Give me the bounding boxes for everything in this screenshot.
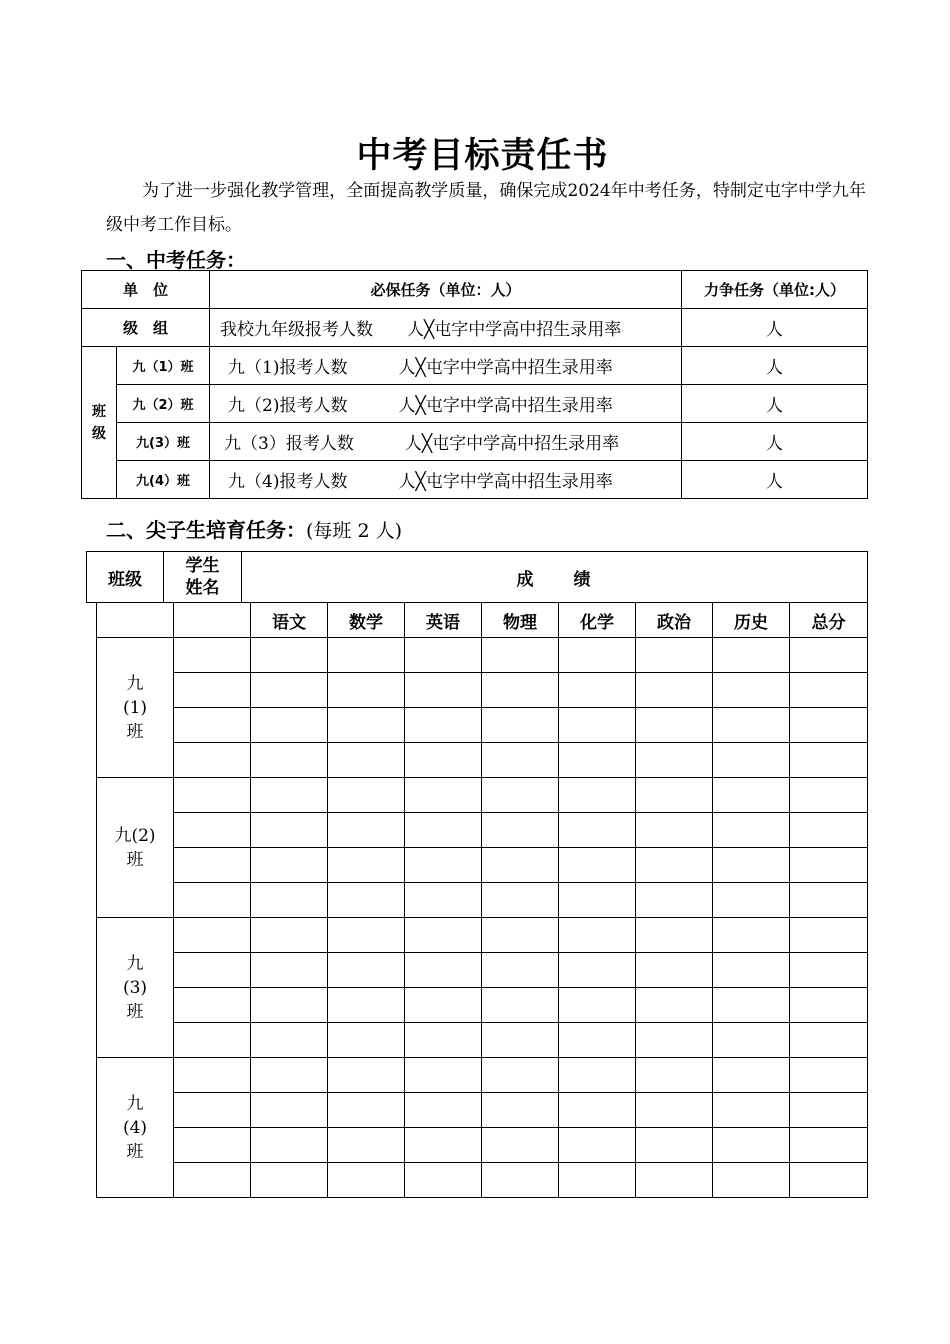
class-task: 九（3）报考人数 人╳屯字中学高中招生录用率	[210, 423, 682, 461]
score-cell[interactable]	[790, 638, 868, 673]
score-cell[interactable]	[713, 778, 790, 813]
score-cell[interactable]	[405, 1128, 482, 1163]
score-cell[interactable]	[328, 1093, 405, 1128]
score-cell[interactable]	[713, 918, 790, 953]
score-cell[interactable]	[251, 708, 328, 743]
score-cell[interactable]	[328, 1163, 405, 1198]
grade-label: 级 组	[82, 309, 210, 347]
student-name-cell[interactable]	[174, 1093, 251, 1128]
table-row	[97, 813, 868, 848]
class-group-line: 班	[126, 1141, 144, 1162]
table-row	[97, 638, 868, 673]
score-cell[interactable]	[482, 988, 559, 1023]
score-cell[interactable]	[636, 708, 713, 743]
score-cell[interactable]	[559, 1058, 636, 1093]
score-cell[interactable]	[482, 953, 559, 988]
score-cell[interactable]	[405, 1058, 482, 1093]
score-cell[interactable]	[405, 778, 482, 813]
score-cell[interactable]	[482, 1058, 559, 1093]
table-row	[97, 743, 868, 778]
score-cell[interactable]	[790, 1163, 868, 1198]
score-cell[interactable]	[790, 813, 868, 848]
score-cell[interactable]	[713, 1093, 790, 1128]
score-cell[interactable]	[636, 953, 713, 988]
score-cell[interactable]	[251, 1163, 328, 1198]
score-cell[interactable]	[328, 743, 405, 778]
score-cell[interactable]	[251, 988, 328, 1023]
class-label: 九(4）班	[117, 461, 210, 499]
table-row	[97, 988, 868, 1023]
score-cell[interactable]	[482, 778, 559, 813]
score-cell[interactable]	[251, 953, 328, 988]
score-cell[interactable]	[636, 883, 713, 918]
score-cell[interactable]	[482, 1023, 559, 1058]
score-cell[interactable]	[482, 848, 559, 883]
score-cell[interactable]	[559, 1023, 636, 1058]
score-cell[interactable]	[405, 743, 482, 778]
score-cell[interactable]	[405, 918, 482, 953]
top-student-table	[96, 602, 868, 1198]
score-cell[interactable]	[559, 1163, 636, 1198]
score-cell[interactable]	[790, 1093, 868, 1128]
score-cell[interactable]	[559, 1128, 636, 1163]
section2-heading-text: 二、尖子生培育任务：	[106, 518, 306, 542]
class-group-cell	[97, 778, 174, 918]
class-group-line: (4)	[122, 1117, 148, 1138]
empty-cell	[97, 603, 174, 638]
score-cell[interactable]	[559, 743, 636, 778]
score-cell[interactable]	[251, 1128, 328, 1163]
score-cell[interactable]	[790, 1023, 868, 1058]
score-cell[interactable]	[405, 848, 482, 883]
section1-heading: 一、中考任务：	[106, 248, 246, 272]
must-task-header: 必保任务（单位：人）	[210, 271, 682, 309]
subject-header: 语文	[251, 603, 328, 638]
score-cell[interactable]	[482, 918, 559, 953]
student-name-cell[interactable]	[174, 1058, 251, 1093]
score-cell[interactable]	[713, 883, 790, 918]
class-group-line: 九	[126, 953, 144, 974]
score-cell[interactable]	[328, 778, 405, 813]
score-cell[interactable]	[251, 778, 328, 813]
subject-header: 总分	[790, 603, 868, 638]
score-cell[interactable]	[790, 953, 868, 988]
intro-paragraph: 为了进一步强化教学管理，全面提高教学质量，确保完成2024年中考任务，特制定屯字中学九年级中考工作目标。	[106, 181, 866, 235]
score-cell[interactable]	[559, 848, 636, 883]
student-name-cell[interactable]	[174, 743, 251, 778]
student-name-header	[164, 552, 242, 603]
score-cell[interactable]	[405, 1023, 482, 1058]
class-group-text: 班级	[92, 403, 106, 442]
score-cell[interactable]	[251, 743, 328, 778]
student-name-cell[interactable]	[174, 1023, 251, 1058]
table-row	[97, 848, 868, 883]
table-row	[97, 708, 868, 743]
grade-row	[82, 309, 868, 347]
score-cell[interactable]	[559, 918, 636, 953]
score-cell[interactable]	[636, 918, 713, 953]
score-cell[interactable]	[251, 673, 328, 708]
score-cell[interactable]	[559, 673, 636, 708]
class-group-label	[82, 347, 117, 499]
score-cell[interactable]	[790, 918, 868, 953]
score-cell[interactable]	[636, 848, 713, 883]
score-cell[interactable]	[790, 1128, 868, 1163]
score-cell[interactable]	[251, 1058, 328, 1093]
table-row	[97, 1023, 868, 1058]
score-cell[interactable]	[790, 708, 868, 743]
score-cell[interactable]	[482, 673, 559, 708]
student-name-line2: 姓名	[185, 578, 220, 598]
score-cell[interactable]	[790, 1058, 868, 1093]
score-cell[interactable]	[559, 708, 636, 743]
student-name-cell[interactable]	[174, 813, 251, 848]
score-cell[interactable]	[482, 883, 559, 918]
score-cell[interactable]	[251, 638, 328, 673]
class-strive: 人	[682, 347, 868, 385]
score-cell[interactable]	[328, 708, 405, 743]
score-cell[interactable]	[328, 1023, 405, 1058]
table-row	[97, 953, 868, 988]
grade-task: 我校九年级报考人数 人╳屯字中学高中招生录用率	[210, 309, 682, 347]
score-cell[interactable]	[482, 638, 559, 673]
score-cell[interactable]	[713, 813, 790, 848]
score-cell[interactable]	[328, 813, 405, 848]
class-row	[82, 385, 868, 423]
score-cell[interactable]	[790, 778, 868, 813]
student-name-cell[interactable]	[174, 988, 251, 1023]
score-cell[interactable]	[636, 1093, 713, 1128]
class-group-line: 九	[126, 673, 144, 694]
score-cell[interactable]	[328, 953, 405, 988]
score-cell[interactable]	[405, 1163, 482, 1198]
score-cell[interactable]	[251, 848, 328, 883]
score-cell[interactable]	[328, 673, 405, 708]
subject-header-row	[97, 603, 868, 638]
class-group-line: 九(2)	[114, 825, 156, 846]
score-cell[interactable]	[636, 673, 713, 708]
score-cell[interactable]	[328, 883, 405, 918]
score-cell[interactable]	[328, 638, 405, 673]
score-cell[interactable]	[405, 1093, 482, 1128]
class-group-cell	[97, 918, 174, 1058]
score-cell[interactable]	[636, 1023, 713, 1058]
class-label: 九（1）班	[117, 347, 210, 385]
score-cell[interactable]	[405, 813, 482, 848]
subject-header: 政治	[636, 603, 713, 638]
class-task: 九（2)报考人数 人╳屯字中学高中招生录用率	[210, 385, 682, 423]
score-cell[interactable]	[636, 988, 713, 1023]
score-cell[interactable]	[328, 988, 405, 1023]
score-cell[interactable]	[251, 883, 328, 918]
score-cell[interactable]	[713, 988, 790, 1023]
subject-header: 数学	[328, 603, 405, 638]
score-cell[interactable]	[713, 638, 790, 673]
subject-header: 英语	[405, 603, 482, 638]
class-strive: 人	[682, 461, 868, 499]
score-cell[interactable]	[482, 708, 559, 743]
class-label: 九（2）班	[117, 385, 210, 423]
class-group-line: 班	[126, 849, 144, 870]
score-cell[interactable]	[405, 883, 482, 918]
score-cell[interactable]	[559, 883, 636, 918]
score-cell[interactable]	[559, 638, 636, 673]
score-cell[interactable]	[251, 918, 328, 953]
score-cell[interactable]	[790, 883, 868, 918]
class-group-line: (1)	[122, 697, 148, 718]
score-cell[interactable]	[559, 778, 636, 813]
student-name-cell[interactable]	[174, 883, 251, 918]
page-title: 中考目标责任书	[356, 136, 609, 176]
class-task: 九（4)报考人数 人╳屯字中学高中招生录用率	[210, 461, 682, 499]
student-name-cell[interactable]	[174, 673, 251, 708]
score-cell[interactable]	[328, 1128, 405, 1163]
class-task: 九（1)报考人数 人╳屯字中学高中招生录用率	[210, 347, 682, 385]
class-row	[82, 461, 868, 499]
class-strive: 人	[682, 423, 868, 461]
student-name-cell[interactable]	[174, 778, 251, 813]
score-cell[interactable]	[636, 1128, 713, 1163]
class-group-line: 班	[126, 721, 144, 742]
score-cell[interactable]	[636, 1163, 713, 1198]
student-name-line1: 学生	[185, 556, 220, 576]
class-label: 九(3）班	[117, 423, 210, 461]
score-cell[interactable]	[559, 813, 636, 848]
table-row	[97, 1128, 868, 1163]
score-cell[interactable]	[405, 953, 482, 988]
table-row	[97, 1093, 868, 1128]
score-cell[interactable]	[251, 813, 328, 848]
score-cell[interactable]	[713, 1128, 790, 1163]
section2-heading	[106, 514, 402, 543]
student-name-cell[interactable]	[174, 708, 251, 743]
score-cell[interactable]	[482, 813, 559, 848]
subject-header: 物理	[482, 603, 559, 638]
unit-header: 单 位	[82, 271, 210, 309]
table-row	[97, 1163, 868, 1198]
table-row	[97, 883, 868, 918]
score-cell[interactable]	[636, 638, 713, 673]
score-cell[interactable]	[482, 1093, 559, 1128]
exam-task-table	[81, 270, 868, 499]
score-cell[interactable]	[790, 848, 868, 883]
table-row	[97, 673, 868, 708]
score-cell[interactable]	[636, 743, 713, 778]
student-name-cell[interactable]	[174, 953, 251, 988]
score-cell[interactable]	[482, 743, 559, 778]
score-cell[interactable]	[713, 1058, 790, 1093]
section2-note: (每班 2 人)	[306, 520, 402, 542]
score-cell[interactable]	[405, 638, 482, 673]
empty-cell	[174, 603, 251, 638]
score-cell[interactable]	[482, 1128, 559, 1163]
class-group-cell	[97, 638, 174, 778]
class-row	[82, 347, 868, 385]
student-name-cell[interactable]	[174, 1163, 251, 1198]
score-cell[interactable]	[713, 708, 790, 743]
score-cell[interactable]	[482, 1163, 559, 1198]
score-cell[interactable]	[713, 953, 790, 988]
class-strive: 人	[682, 385, 868, 423]
score-cell[interactable]	[328, 1058, 405, 1093]
class-group-line: 班	[126, 1001, 144, 1022]
grade-strive: 人	[682, 309, 868, 347]
strive-task-header: 力争任务（单位:人）	[682, 271, 868, 309]
score-cell[interactable]	[713, 673, 790, 708]
score-cell[interactable]	[790, 673, 868, 708]
subject-header: 化学	[559, 603, 636, 638]
score-cell[interactable]	[328, 918, 405, 953]
score-cell[interactable]	[405, 673, 482, 708]
student-name-cell[interactable]	[174, 918, 251, 953]
scores-header: 成 绩	[242, 552, 868, 603]
score-cell[interactable]	[559, 1093, 636, 1128]
score-cell[interactable]	[790, 743, 868, 778]
score-cell[interactable]	[790, 988, 868, 1023]
score-cell[interactable]	[713, 848, 790, 883]
score-cell[interactable]	[328, 848, 405, 883]
subject-header: 历史	[713, 603, 790, 638]
score-cell[interactable]	[713, 1163, 790, 1198]
class-group-line: 九	[126, 1093, 144, 1114]
table-row	[97, 918, 868, 953]
score-cell[interactable]	[636, 1058, 713, 1093]
score-cell[interactable]	[405, 988, 482, 1023]
score-cell[interactable]	[713, 1023, 790, 1058]
score-cell[interactable]	[559, 953, 636, 988]
top-student-header-table	[86, 551, 868, 603]
score-cell[interactable]	[636, 778, 713, 813]
score-cell[interactable]	[713, 743, 790, 778]
table-row	[97, 778, 868, 813]
score-cell[interactable]	[559, 988, 636, 1023]
class-group-cell	[97, 1058, 174, 1198]
class-header: 班级	[87, 552, 164, 603]
table-header-row	[82, 271, 868, 309]
score-cell[interactable]	[251, 1023, 328, 1058]
table-row	[97, 1058, 868, 1093]
score-cell[interactable]	[251, 1093, 328, 1128]
class-group-line: (3)	[122, 977, 148, 998]
score-cell[interactable]	[636, 813, 713, 848]
score-cell[interactable]	[405, 708, 482, 743]
student-name-cell[interactable]	[174, 848, 251, 883]
student-name-cell[interactable]	[174, 638, 251, 673]
student-name-cell[interactable]	[174, 1128, 251, 1163]
class-row	[82, 423, 868, 461]
